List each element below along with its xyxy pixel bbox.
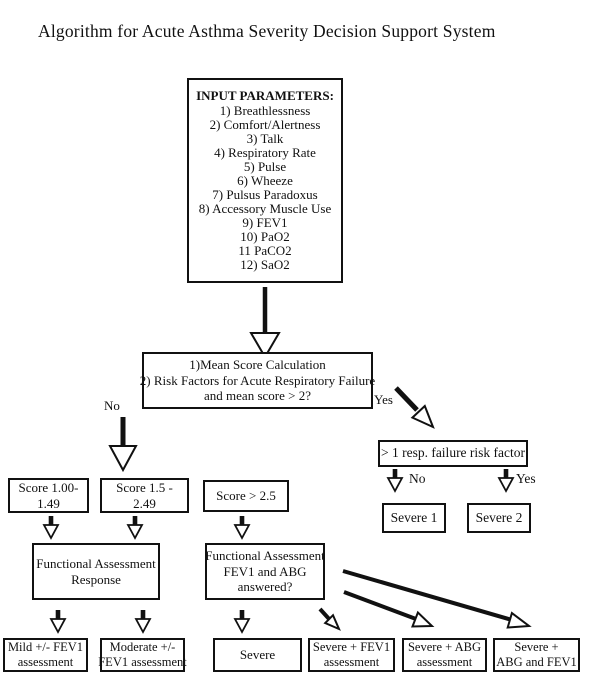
severe-abg-outcome-box: Severe + ABG assessment bbox=[402, 638, 487, 672]
score-1-box: Score 1.00- 1.49 bbox=[8, 478, 89, 513]
functional-assessment-response-box: Functional Assessment Response bbox=[32, 543, 160, 600]
arrow-fa-to-severe-abg-fev1 bbox=[343, 571, 529, 628]
arrow-score3-to-fa bbox=[235, 516, 249, 538]
functional-assessment-fev1-abg-box: Functional Assessment FEV1 and ABG answered? bbox=[205, 543, 325, 600]
risk-no-label: No bbox=[409, 471, 426, 486]
arrow-risk-yes bbox=[499, 469, 513, 491]
moderate-outcome-box: Moderate +/- FEV1 assessment bbox=[100, 638, 185, 672]
page-title: Algorithm for Acute Asthma Severity Decision Support System bbox=[38, 21, 496, 41]
severe-2-box: Severe 2 bbox=[467, 503, 531, 533]
severe-abg-fev1-outcome-box: Severe + ABG and FEV1 bbox=[493, 638, 580, 672]
arrow-score1-to-fa bbox=[44, 516, 58, 538]
decision-box: 1)Mean Score Calculation 2) Risk Factors for Acute Respiratory Failure and mean score > 2? bbox=[142, 352, 373, 409]
arrow-decision-no bbox=[110, 417, 136, 470]
risk-yes-label: Yes bbox=[516, 471, 536, 486]
arrow-fa-to-mild bbox=[51, 610, 65, 632]
decision-yes-label: Yes bbox=[374, 392, 393, 407]
mild-outcome-box: Mild +/- FEV1 assessment bbox=[3, 638, 88, 672]
arrow-decision-yes bbox=[396, 388, 433, 427]
arrow-fa-to-severe-fev1 bbox=[320, 609, 339, 629]
severe-1-box: Severe 1 bbox=[382, 503, 446, 533]
risk-factor-box: > 1 resp. failure risk factor bbox=[378, 440, 528, 467]
decision-no-label: No bbox=[104, 398, 120, 413]
score-2-box: Score 1.5 - 2.49 bbox=[100, 478, 189, 513]
arrow-risk-no bbox=[388, 469, 402, 491]
input-parameters-box: INPUT PARAMETERS: 1) Breathlessness 2) Comfort/Alertness 3) Talk 4) Respiratory Rate 5) Pulse 6) Wheeze 7) Pulsus Paradoxus 8) Accessory Muscle Use 9) FEV1 10) PaO2 11 PaCO2 12) SaO2 bbox=[187, 78, 343, 283]
arrow-score2-to-fa bbox=[128, 516, 142, 538]
arrow-fa-to-moderate bbox=[136, 610, 150, 632]
severe-outcome-box: Severe bbox=[213, 638, 302, 672]
severe-fev1-outcome-box: Severe + FEV1 assessment bbox=[308, 638, 395, 672]
arrow-input-to-decision bbox=[251, 287, 279, 357]
arrow-fa-to-severe bbox=[235, 610, 249, 632]
score-3-box: Score > 2.5 bbox=[203, 480, 289, 512]
arrow-fa-to-severe-abg bbox=[344, 592, 432, 627]
